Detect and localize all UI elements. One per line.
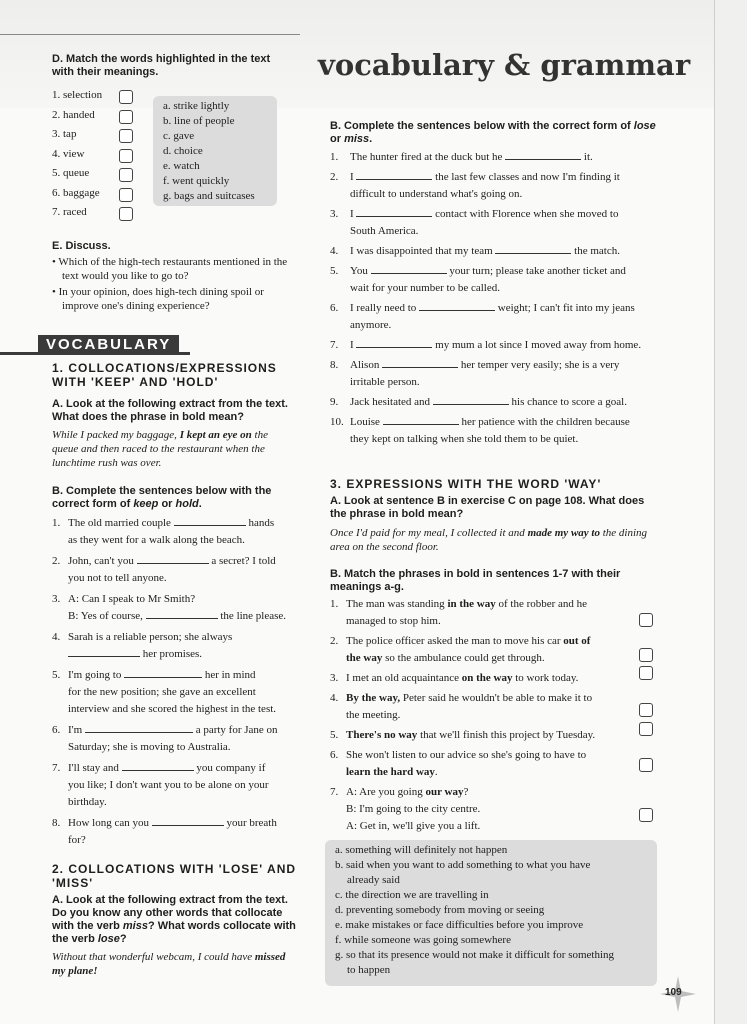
way-meanings-panel: [325, 840, 657, 986]
page-title: vocabulary & grammar: [318, 48, 691, 82]
sentence-6-cont: Saturday; she is moving to Australia.: [68, 741, 231, 753]
item-text: the last few classes and now I'm finding it: [435, 171, 620, 183]
item-text: The police officer asked the man to move his car: [346, 635, 564, 647]
lose-miss-8: [330, 357, 665, 374]
page-number-badge: [660, 976, 696, 1012]
item-number: 6.: [330, 302, 339, 314]
item-number: 1.: [330, 598, 339, 610]
item-text: I was disappointed that my team: [350, 245, 493, 257]
fill-blank[interactable]: [68, 646, 140, 657]
meaning-item: to happen: [347, 964, 391, 976]
meanings-panel: [153, 96, 277, 206]
fill-blank[interactable]: [419, 300, 495, 311]
item-cont: anymore.: [350, 319, 392, 331]
word-item: 1. selection: [52, 89, 103, 101]
item-number: 7.: [52, 762, 61, 774]
lose-miss-2: [330, 169, 665, 186]
fill-blank[interactable]: [137, 553, 209, 564]
way-sentence-7: [330, 784, 630, 801]
answer-box[interactable]: [119, 207, 133, 221]
item-bold: By the way,: [346, 692, 401, 704]
item-bold: the way: [346, 652, 383, 664]
fill-blank[interactable]: [433, 394, 509, 405]
sentence-6: [52, 722, 302, 739]
item-text: the line please.: [220, 610, 287, 622]
sentence-5-cont: for the new position; she gave an excellent: [68, 686, 256, 698]
item-bold: on the way: [461, 672, 513, 684]
exercise-d-heading: D. Match the words highlighted in the text with their meanings.: [52, 53, 271, 78]
item-text: Alison: [350, 359, 380, 371]
answer-box[interactable]: [119, 90, 133, 104]
heading-text: B. Complete the sentences below with the correct form of: [52, 485, 272, 510]
section-1-heading: 1. COLLOCATIONS/EXPRESSIONS WITH 'KEEP' AND 'HOLD': [52, 361, 277, 389]
answer-box[interactable]: [639, 666, 653, 680]
extract-bold: I kept an eye on: [179, 429, 252, 441]
section-3b-heading: B. Match the phrases in bold in sentences 1-7 with their meanings a-g.: [330, 568, 621, 593]
item-number: 4.: [330, 245, 339, 257]
answer-box[interactable]: [639, 703, 653, 717]
item-text: it.: [583, 151, 593, 163]
fill-blank[interactable]: [495, 243, 571, 254]
item-number: 3.: [330, 672, 339, 684]
item-number: 5.: [52, 669, 61, 681]
meaning-item: d. preventing somebody from moving or seeing: [335, 904, 545, 916]
item-text: The hunter fired at the duck but he: [350, 151, 503, 163]
item-number: 6.: [330, 749, 339, 761]
fill-blank[interactable]: [382, 357, 458, 368]
section-1a-heading: A. Look at the following extract from the text. What does the phrase in bold mean?: [52, 398, 288, 423]
item-text: to work today.: [512, 672, 579, 684]
section-3-heading: 3. EXPRESSIONS WITH THE WORD 'WAY': [330, 477, 602, 491]
meaning-item: d. choice: [163, 145, 203, 157]
item-number: 8.: [52, 817, 61, 829]
word-item: 7. raced: [52, 206, 87, 218]
heading-text: or: [161, 498, 173, 510]
item-text: weight; I can't fit into my jeans: [497, 302, 635, 314]
lose-miss-9: [330, 394, 665, 411]
item-text: that we'll finish this project by Tuesday.: [417, 729, 596, 741]
lose-miss-6: [330, 300, 665, 317]
fill-blank[interactable]: [356, 169, 432, 180]
fill-blank[interactable]: [383, 414, 459, 425]
extract-text: Without that wonderful webcam, I could have: [52, 951, 253, 963]
heading-keyword: keep: [133, 498, 159, 510]
item-text: ?: [463, 786, 469, 798]
item-cont: they kept on talking when she told them to be quiet.: [350, 433, 579, 445]
item-number: 3.: [52, 593, 61, 605]
item-number: 4.: [52, 631, 61, 643]
item-text: John, can't you: [68, 555, 134, 567]
item-number: 2.: [330, 171, 339, 183]
item-text: Sarah is a reliable person; she always: [68, 631, 233, 643]
item-cont: the meeting.: [346, 709, 401, 721]
lose-miss-7: [330, 337, 665, 354]
item-cont: [330, 764, 630, 781]
section-2a-heading: [52, 894, 300, 946]
sentence-2-cont: you not to tell anyone.: [68, 572, 167, 584]
item-number: 6.: [52, 724, 61, 736]
item-text: How long can you: [68, 817, 149, 829]
heading-keyword: lose: [97, 933, 120, 945]
fill-blank[interactable]: [122, 760, 194, 771]
sentence-3-cont: [52, 608, 302, 625]
sentence-8-cont: for?: [68, 834, 86, 846]
item-text: I really need to: [350, 302, 417, 314]
item-bold: learn the hard way: [346, 766, 435, 778]
vocab-label-wrap: [38, 336, 179, 354]
item-text: so the ambulance could get through.: [382, 652, 545, 664]
answer-box[interactable]: [119, 129, 133, 143]
item-number: 10.: [330, 416, 344, 428]
item-number: 7.: [330, 339, 339, 351]
item-text: I'm: [68, 724, 83, 736]
item-text: .: [434, 766, 438, 778]
item-text: I'll stay and: [68, 762, 119, 774]
extract-text: the queue and then raced to the restaurant when the lunchtime rush was over.: [52, 429, 268, 469]
item-text: the match.: [574, 245, 620, 257]
extract-text: While I packed my baggage,: [52, 429, 177, 441]
section-1b-items: [52, 515, 302, 849]
item-text: a secret? I told: [211, 555, 276, 567]
item-number: 2.: [52, 555, 61, 567]
sentence-2: [52, 553, 302, 570]
sentence-7: [52, 760, 302, 777]
lose-miss-1: [330, 149, 665, 166]
item-number: 8.: [330, 359, 339, 371]
item-text: her temper very easily; she is a very: [460, 359, 620, 371]
meaning-item: a. something will definitely not happen: [335, 844, 508, 856]
sentence-4: [52, 629, 302, 646]
answer-box[interactable]: [119, 188, 133, 202]
answer-box[interactable]: [639, 808, 653, 822]
item-number: 5.: [330, 265, 339, 277]
item-text: his chance to score a goal.: [511, 396, 627, 408]
item-text: of the robber and he: [495, 598, 588, 610]
word-item: 3. tap: [52, 128, 77, 140]
lose-miss-10: [330, 414, 665, 431]
section-1b-heading: B. Complete the sentences below with the correct form of keep or hold.: [52, 485, 272, 510]
section-1a-extract: [52, 428, 287, 470]
section-label-vocabulary: VOCABULARY: [38, 335, 179, 354]
meaning-item: b. said when you want to add something to what you have: [335, 859, 591, 871]
heading-text: .: [369, 133, 373, 145]
exercise-b-heading: [330, 120, 660, 146]
lose-miss-3: [330, 206, 665, 223]
answer-boxes: [119, 88, 133, 225]
fill-blank[interactable]: [356, 206, 432, 217]
item-text: I: [350, 171, 354, 183]
word-item: 4. view: [52, 147, 85, 160]
item-text: I: [350, 339, 354, 351]
item-text: I'm going to: [68, 669, 122, 681]
item-text: Peter said he wouldn't be able to make it to: [400, 692, 593, 704]
item-number: 1.: [52, 517, 61, 529]
fill-blank[interactable]: [356, 337, 432, 348]
item-text: A: Are you going: [346, 786, 426, 798]
way-sentence-6: [330, 747, 630, 764]
fill-blank[interactable]: [152, 815, 224, 826]
item-cont: wait for your number to be called.: [350, 282, 500, 294]
meaning-item: f. went quickly: [163, 175, 230, 187]
answer-box[interactable]: [639, 722, 653, 736]
meaning-item: already said: [347, 874, 400, 886]
heading-keyword: miss: [122, 920, 148, 932]
item-text: The old married couple: [68, 517, 171, 529]
meaning-item: g. bags and suitcases: [163, 190, 255, 202]
item-text: I: [350, 208, 354, 220]
fill-blank[interactable]: [124, 667, 202, 678]
heading-text: A. Look at the following extract from the text. Do you know any other words that collocate with the verb: [52, 894, 288, 932]
item-text: Louise: [350, 416, 380, 428]
item-number: 4.: [330, 692, 339, 704]
sentence-3: [52, 591, 302, 608]
meaning-item: g. so that its presence would not make it difficult for something: [335, 949, 615, 961]
item-text: I met an old acquaintance: [346, 672, 462, 684]
item-number: 1.: [330, 151, 339, 163]
item-text: A: Can I speak to Mr Smith?: [68, 593, 196, 605]
item-text: Jack hesitated and: [350, 396, 431, 408]
extract-text: Once I'd paid for my meal, I collected it and: [330, 527, 525, 539]
answer-box[interactable]: [639, 758, 653, 772]
page-number: 109: [665, 987, 682, 998]
lose-miss-4: [330, 243, 665, 260]
extract-bold: made my way to: [527, 527, 600, 539]
item-text: your breath: [226, 817, 277, 829]
page-edge: [714, 0, 747, 1024]
item-cont: irritable person.: [350, 376, 420, 388]
item-bold: There's no way: [346, 729, 418, 741]
sentence-7-cont: you like; I don't want you to be alone on your: [68, 779, 269, 791]
exercise-e-bullets: • Which of the high-tech restaurants mentioned in the text would you like to go to? • In your opinion, does high-tech dining spoil or improve one's dining experience?: [52, 256, 288, 312]
item-text: her promises.: [142, 648, 203, 660]
fill-blank[interactable]: [371, 263, 447, 274]
sentence-5-cont: interview and she scored the highest in the test.: [68, 703, 277, 715]
item-number: 3.: [330, 208, 339, 220]
sentence-8: [52, 815, 302, 832]
answer-box[interactable]: [119, 168, 133, 182]
sentence-4-cont: [52, 646, 302, 663]
answer-box[interactable]: [119, 149, 133, 163]
item-bold: our way: [425, 786, 464, 798]
sentence-7-cont: birthday.: [68, 796, 107, 808]
header-rule: [0, 34, 300, 35]
heading-text: or: [330, 133, 341, 145]
extract-bold: missed my plane!: [52, 951, 286, 977]
section-3a-heading: A. Look at sentence B in exercise C on page 108. What does the phrase in bold mean?: [330, 495, 645, 520]
heading-keyword: hold: [175, 498, 199, 510]
item-text: contact with Florence when she moved to: [435, 208, 619, 220]
word-item: 2. handed: [52, 108, 95, 121]
lose-miss-5: [330, 263, 665, 280]
answer-box[interactable]: [119, 110, 133, 124]
item-cont: [330, 650, 630, 667]
word-item: 6. baggage: [52, 186, 100, 199]
item-text: her patience with the children because: [461, 416, 630, 428]
fill-blank[interactable]: [85, 722, 193, 733]
meaning-item: a. strike lightly: [163, 100, 230, 112]
word-item: 5. queue: [52, 167, 90, 179]
meaning-item: f. while someone was going somewhere: [335, 934, 511, 946]
bullet-text: Which of the high-tech restaurants mentioned in the text would you like to go to?: [58, 256, 288, 282]
item-bold: in the way: [447, 598, 496, 610]
answer-box[interactable]: [639, 648, 653, 662]
fill-blank[interactable]: [146, 608, 218, 619]
item-text: hands: [248, 517, 275, 529]
exercise-b-items: [330, 149, 665, 448]
way-sentence-3: [330, 670, 630, 687]
item-number: 7.: [330, 786, 339, 798]
meaning-item: b. line of people: [163, 115, 235, 127]
heading-text: ? What words collocate with the verb: [52, 920, 296, 945]
item-cont: B: I'm going to the city centre.: [346, 803, 481, 815]
item-text: She won't listen to our advice so she's going to have to: [346, 749, 587, 761]
item-text: her in mind: [204, 669, 256, 681]
item-text: You: [350, 265, 368, 277]
item-cont: South America.: [350, 225, 419, 237]
meaning-item: e. watch: [163, 160, 200, 172]
way-sentence-4: [330, 690, 630, 707]
fill-blank[interactable]: [505, 149, 581, 160]
item-cont: A: Get in, we'll give you a lift.: [346, 820, 481, 832]
heading-keyword: lose: [633, 120, 656, 132]
item-text: your turn; please take another ticket and: [449, 265, 626, 277]
section-3a-extract: [330, 526, 660, 554]
item-number: 5.: [330, 729, 339, 741]
answer-box[interactable]: [639, 613, 653, 627]
item-text: The man was standing: [346, 598, 448, 610]
heading-text: ?: [119, 933, 127, 945]
item-text: my mum a lot since I moved away from home.: [435, 339, 642, 351]
item-number: 9.: [330, 396, 339, 408]
exercise-e-heading: E. Discuss.: [52, 240, 111, 252]
item-cont: difficult to understand what's going on.: [350, 188, 523, 200]
meaning-item: e. make mistakes or face difficulties before you improve: [335, 919, 584, 931]
sentence-1: [52, 515, 302, 532]
item-text: a party for Jane on: [195, 724, 278, 736]
fill-blank[interactable]: [174, 515, 246, 526]
heading-text: B. Complete the sentences below with the correct form of: [330, 120, 631, 132]
heading-keyword: miss: [344, 133, 370, 145]
item-text: B: Yes of course,: [68, 610, 143, 622]
section-2a-extract: [52, 950, 297, 978]
item-cont: managed to stop him.: [346, 615, 441, 627]
section-3b-items: [330, 596, 630, 835]
item-number: 2.: [330, 635, 339, 647]
meaning-item: c. gave: [163, 130, 195, 142]
way-sentence-5: [330, 727, 630, 744]
section-2-heading: 2. COLLOCATIONS WITH 'LOSE' AND 'MISS': [52, 862, 297, 890]
extract-text: the dining area on the second floor.: [330, 527, 648, 553]
sentence-5: [52, 667, 302, 684]
bullet-text: In your opinion, does high-tech dining spoil or improve one's dining experience?: [58, 286, 264, 312]
meaning-item: c. the direction we are travelling in: [335, 889, 489, 901]
item-bold: out of: [563, 635, 591, 647]
way-sentence-1: [330, 596, 630, 613]
way-sentence-2: [330, 633, 630, 650]
item-text: you company if: [196, 762, 266, 774]
sentence-1-cont: as they went for a walk along the beach.: [68, 534, 245, 546]
